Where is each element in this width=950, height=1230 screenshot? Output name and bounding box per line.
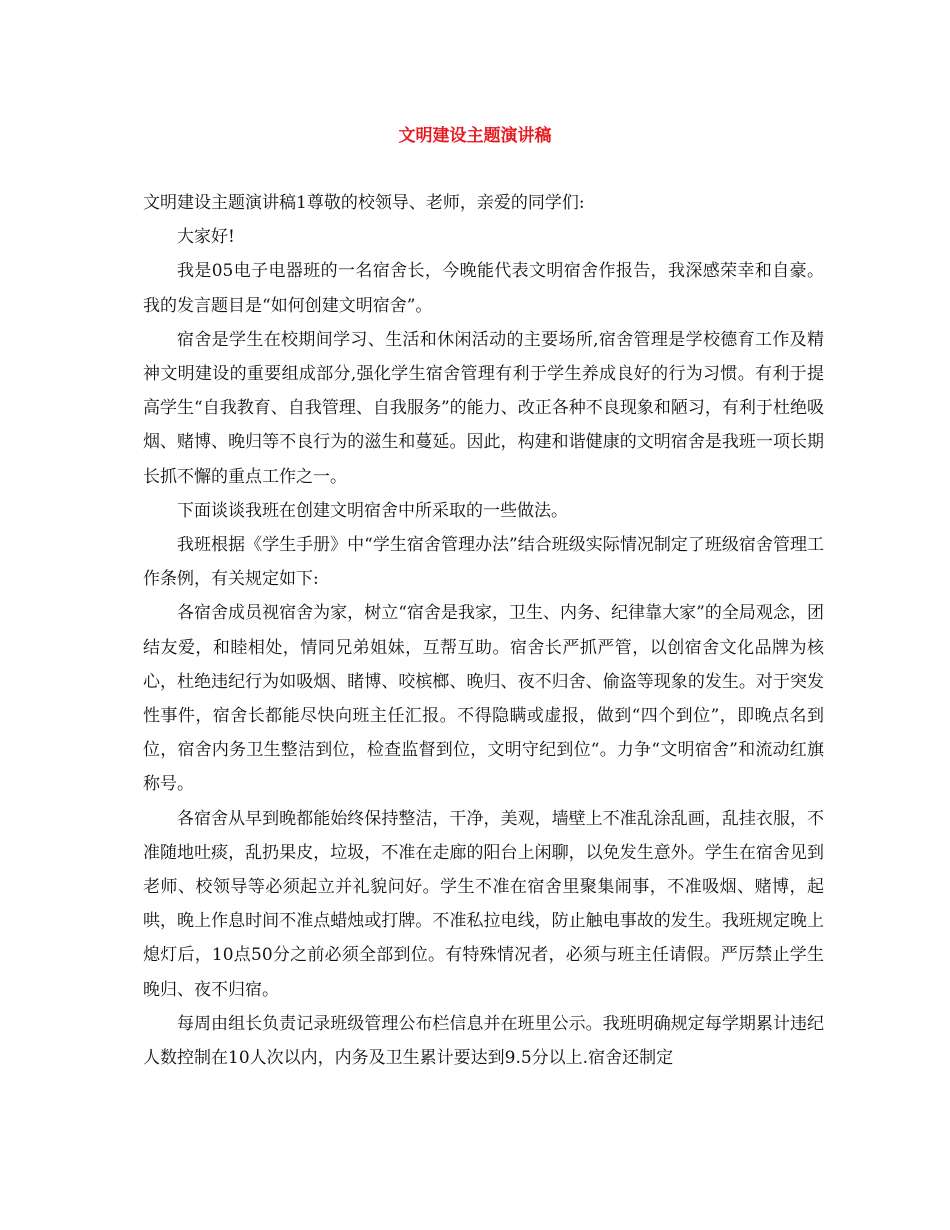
document-body [143, 186, 824, 1075]
paragraph-8: 各宿舍从早到晚都能始终保持整洁，干净，美观，墙壁上不准乱涂乱画，乱挂衣服，不准随地吐痰，乱扔果皮，垃圾，不准在走廊的阳台上闲聊，以免发生意外。学生在宿舍见到老师、校领导等必须起立并礼貌问好。学生不准在宿舍里聚集闹事，不准吸烟、赌博，起哄，晚上作息时间不准点蜡烛或打牌。不准私拉电线，防止触电事故的发生。我班规定晚上熄灯后，10点50分之前必须全部到位。有特殊情况者，必须与班主任请假。严厉禁止学生晚归、夜不归宿。 [143, 808, 824, 1000]
paragraph-1: 文明建设主题演讲稿1尊敬的校领导、老师，亲爱的同学们: [143, 193, 585, 213]
paragraph-3: 我是05电子电器班的一名宿舍长，今晚能代表文明宿舍作报告，我深感荣幸和自豪。我的发言题目是“如何创建文明宿舍”。 [143, 261, 824, 316]
paragraph-5: 下面谈谈我班在创建文明宿舍中所采取的一些做法。 [177, 500, 568, 521]
paragraph-6: 我班根据《学生手册》中“学生宿舍管理办法”结合班级实际情况制定了班级宿舍管理工作条例，有关规定如下: [143, 535, 824, 590]
paragraph-4: 宿舍是学生在校期间学习、生活和休闲活动的主要场所,宿舍管理是学校德育工作及精神文明建设的重要组成部分,强化学生宿舍管理有利于学生养成良好的行为习惯。有利于提高学生“自我教育、自我管理、自我服务”的能力、改正各种不良现象和陋习，有利于杜绝吸烟、赌博、晚归等不良行为的滋生和蔓延。因此，构建和谐健康的文明宿舍是我班一项长期长抓不懈的重点工作之一。 [143, 329, 824, 487]
document-title: 文明建设主题演讲稿 [398, 126, 552, 146]
paragraph-2: 大家好! [177, 227, 235, 248]
paragraph-9: 每周由组长负责记录班级管理公布栏信息并在班里公示。我班明确规定每学期累计违纪人数控制在10人次以内，内务及卫生累计要达到9.5分以上.宿舍还制定 [143, 1013, 824, 1069]
paragraph-7: 各宿舍成员视宿舍为家，树立“宿舍是我家，卫生、内务、纪律靠大家”的全局观念，团结友爱，和睦相处，情同兄弟姐妹，互帮互助。宿舍长严抓严管，以创宿舍文化品牌为核心，杜绝违纪行为如吸烟、睹博、咬槟榔、晚归、夜不归舍、偷盗等现象的发生。对于突发性事件，宿舍长都能尽快向班主任汇报。不得隐瞒或虚报，做到“四个到位”，即晚点名到位，宿舍内务卫生整洁到位，检查监督到位，文明守纪到位“。力争“文明宿舍”和流动红旗称号。 [143, 603, 824, 795]
